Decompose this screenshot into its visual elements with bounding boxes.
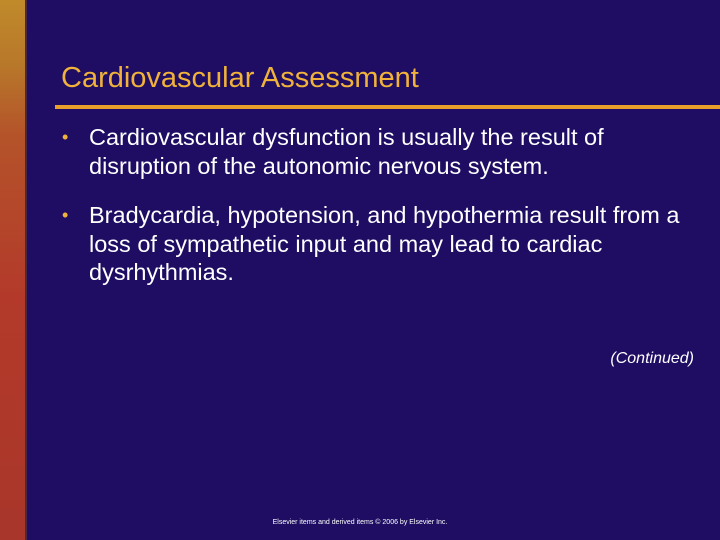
continued-note: (Continued) (610, 350, 694, 367)
copyright-footer: Elsevier items and derived items © 2006 by Elsevier Inc. (272, 519, 448, 526)
bullet-dot-icon: • (62, 205, 69, 225)
bullet-item (62, 123, 702, 180)
bullet-text: Bradycardia, hypotension, and hypothermia result from a loss of sympathetic input and may lead to cardiac dysrhythmias. (89, 202, 680, 285)
bullet-item (62, 201, 702, 287)
side-color-strip (0, 0, 27, 540)
bullet-list (62, 123, 702, 308)
title-underline (55, 105, 720, 109)
bullet-text: Cardiovascular dysfunction is usually the result of disruption of the autonomic nervous system. (89, 124, 604, 179)
slide-title: Cardiovascular Assessment (61, 62, 419, 94)
bullet-dot-icon: • (62, 127, 69, 147)
